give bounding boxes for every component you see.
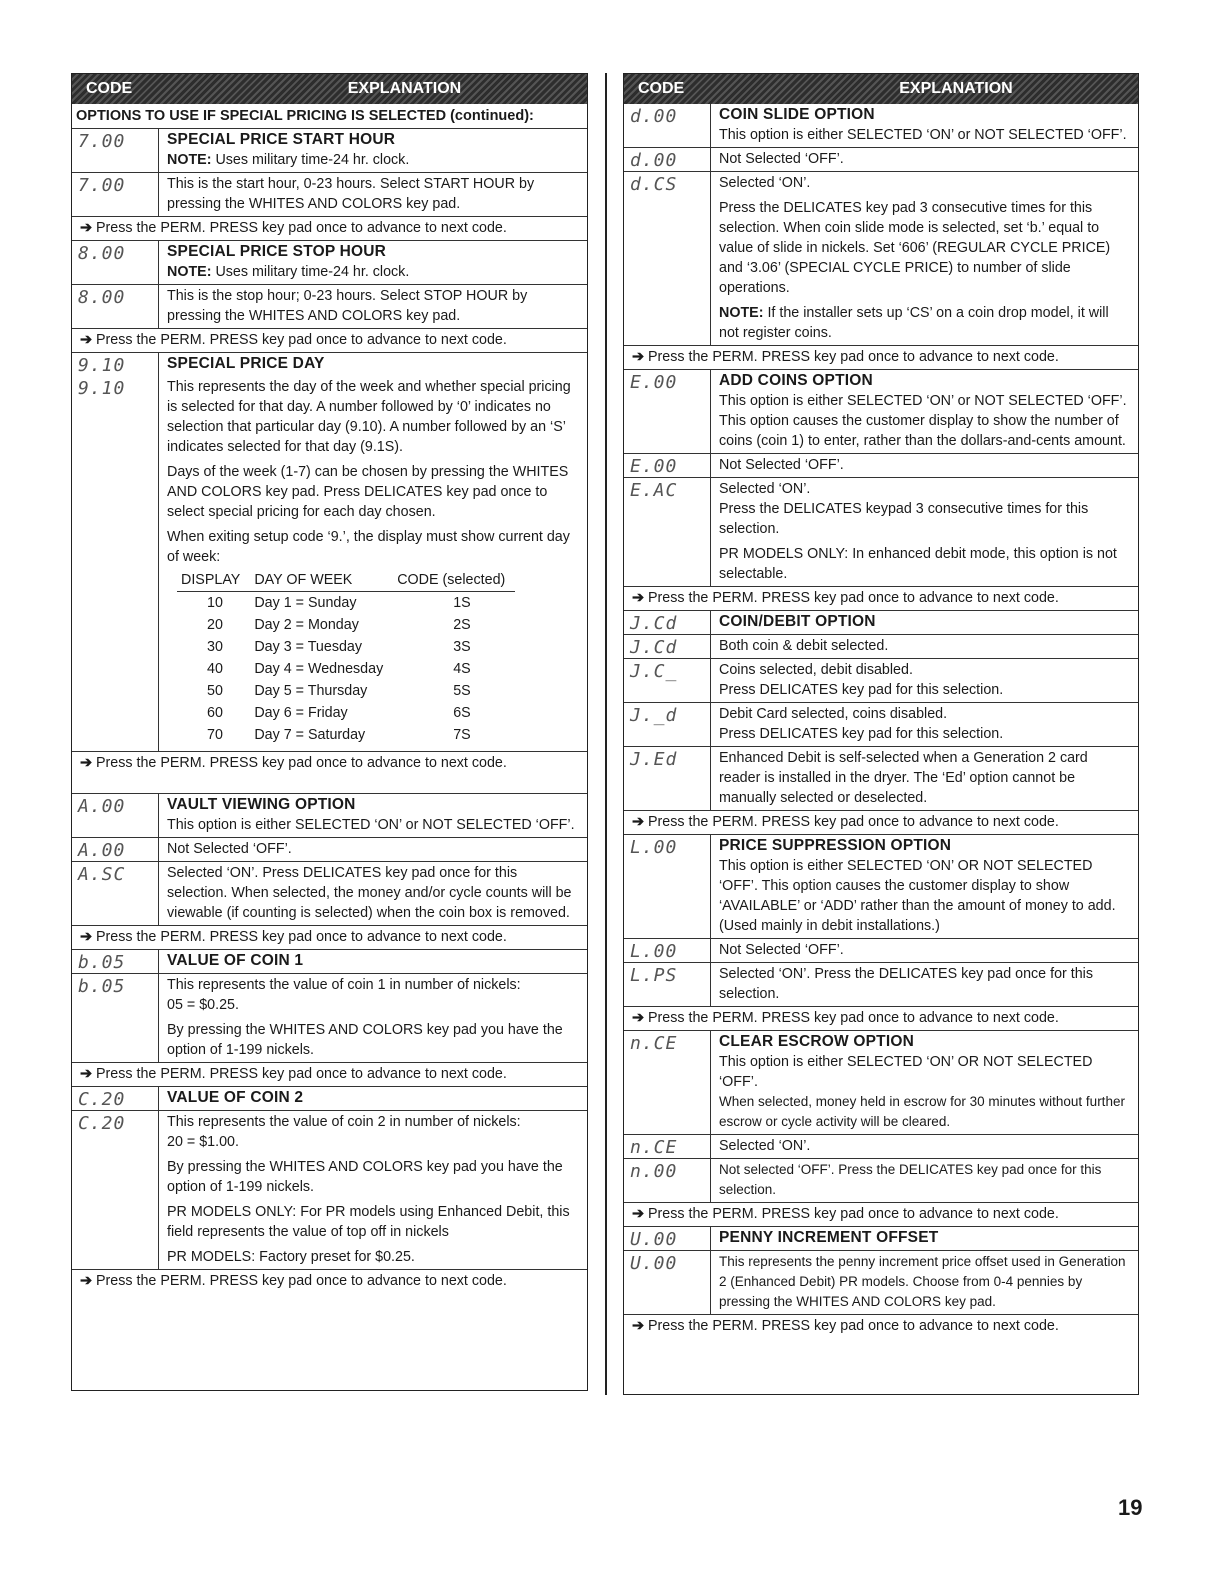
table-row [177,724,515,746]
code: 7.00 [78,175,126,196]
code: E.00 [630,372,678,393]
penny-title-row [624,1226,1138,1250]
code: E.AC [630,480,678,501]
table-row [177,702,515,724]
arrow-right-icon: ➔ [80,220,92,236]
stop-hour-title-row [72,240,587,284]
description: Not Selected ‘OFF’. [167,841,292,857]
press-text: Press the PERM. PRESS key pad once to advance to next code. [647,1318,1059,1334]
press-text: Press the PERM. PRESS key pad once to advance to next code. [647,590,1059,606]
press-text: Press the PERM. PRESS key pad once to advance to next code. [95,332,507,348]
code: J.Ed [630,749,678,770]
press-text: Press the PERM. PRESS key pad once to advance to next code. [647,814,1059,830]
price-supp-on-row [624,962,1138,1006]
code: d.00 [630,150,678,171]
description: Selected ‘ON’. [719,1138,811,1154]
coin-debit-coins-row [624,658,1138,702]
coin1-detail-row [72,973,587,1062]
press-instruction [624,345,1138,369]
description: Press the DELICATES keypad 3 consecutive times for this selection. [719,501,1089,537]
note-text: Uses military time-24 hr. clock. [211,264,410,280]
option-title: COIN SLIDE OPTION [719,106,875,123]
press-text: Press the PERM. PRESS key pad once to advance to next code. [95,755,507,771]
price-day-detail-row [72,376,587,751]
code: n.CE [630,1033,678,1054]
arrow-right-icon: ➔ [632,1206,644,1222]
description: Enhanced Debit is self-selected when a Generation 2 card reader is installed in the dryer. The ‘Ed’ option cannot be manually selected or deselected. [719,750,1088,806]
coin-slide-off-row [624,147,1138,171]
note-label: NOTE: [167,264,212,280]
note-text: If the installer sets up ‘CS’ on a coin drop model, it will not register coins. [719,305,1109,341]
description: Both coin & debit selected. [719,638,889,654]
description: This option is either SELECTED ‘ON’ OR NOT SELECTED ‘OFF’. [719,1054,1093,1090]
code: L.00 [630,941,678,962]
press-instruction [72,925,587,949]
press-instruction [624,810,1138,834]
code: d.00 [630,106,678,127]
description: 05 = $0.25. [167,997,239,1013]
code: 7.00 [78,131,126,152]
description: PR MODELS: Factory preset for $0.25. [167,1249,415,1265]
description: This represents the value of coin 2 in number of nickels: [167,1114,521,1130]
press-instruction [72,216,587,240]
add-coins-title-row [624,369,1138,453]
coin2-detail-row [72,1110,587,1269]
description: Not Selected ‘OFF’. [719,942,844,958]
description: Press DELICATES key pad for this selection. [719,682,1004,698]
page-number: 19 [1118,1495,1143,1520]
option-title: PENNY INCREMENT OFFSET [719,1229,939,1246]
coin-slide-on-row [624,171,1138,345]
press-text: Press the PERM. PRESS key pad once to advance to next code. [647,1010,1059,1026]
coin-debit-both-row [624,634,1138,658]
description: PR MODELS ONLY: In enhanced debit mode, this option is not selectable. [719,546,1117,582]
option-title: COIN/DEBIT OPTION [719,613,876,630]
description: By pressing the WHITES AND COLORS key pad you have the option of 1-199 nickels. [167,1159,563,1195]
note [719,303,1132,343]
code: J.C_ [630,661,678,682]
price-day-title-row [72,352,587,376]
description: Selected ‘ON’. [719,481,811,497]
description: Press DELICATES key pad for this selection. [719,726,1004,742]
add-coins-off-row [624,453,1138,477]
description: Coins selected, debit disabled. [719,662,913,678]
explanation-header: EXPLANATION [347,80,462,97]
day-cell: Day 5 = Thursday [254,683,368,699]
code: d.CS [630,174,678,195]
press-text: Press the PERM. PRESS key pad once to advance to next code. [647,1206,1059,1222]
table-row [177,636,515,658]
start-hour-detail-row [72,172,587,216]
description: When selected, money held in escrow for 30 minutes without further escrow or cycle activity will be cleared. [719,1094,1125,1129]
press-instruction [624,1202,1138,1226]
code: A.SC [78,864,126,885]
display-cell: 20 [207,617,223,633]
table-header [72,74,587,104]
day-cell: Day 7 = Saturday [254,727,366,743]
press-instruction [624,586,1138,610]
code: 8.00 [78,287,126,308]
code: n.00 [630,1161,678,1182]
description: Not selected ‘OFF’. Press the DELICATES key pad once for this selection. [719,1162,1102,1197]
column-header: DAY OF WEEK [250,570,393,592]
arrow-right-icon: ➔ [632,590,644,606]
table-header [624,74,1138,104]
description: This is the stop hour; 0-23 hours. Select STOP HOUR by pressing the WHITES AND COLORS key pad. [167,288,528,324]
code-header: CODE [638,80,685,97]
coin-debit-enhanced-row [624,746,1138,810]
code-cell: 5S [453,683,471,699]
code: E.00 [630,456,678,477]
description: Selected ‘ON’. Press the DELICATES key pad once for this selection. [719,966,1094,1002]
vault-off-row [72,837,587,861]
day-cell: Day 1 = Sunday [254,595,357,611]
code: U.00 [630,1229,678,1250]
price-supp-title-row [624,834,1138,938]
option-title: VALUE OF COIN 1 [167,952,304,969]
code: J.Cd [630,637,678,658]
code: C.20 [78,1113,126,1134]
escrow-off-row [624,1158,1138,1202]
code-cell: 1S [453,595,471,611]
option-title: SPECIAL PRICE STOP HOUR [167,243,387,260]
description: This option is either SELECTED ‘ON’ or NOT SELECTED ‘OFF’. [167,817,575,833]
press-instruction [72,751,587,775]
arrow-right-icon: ➔ [80,755,92,771]
press-instruction [624,1006,1138,1030]
code: L.00 [630,837,678,858]
arrow-right-icon: ➔ [632,814,644,830]
option-title: SPECIAL PRICE START HOUR [167,131,396,148]
press-text: Press the PERM. PRESS key pad once to advance to next code. [95,1066,507,1082]
code: 9.10 [78,355,126,376]
column-header: DISPLAY [177,570,250,592]
press-instruction [624,1314,1138,1338]
description: Days of the week (1-7) can be chosen by pressing the WHITES AND COLORS key pad. Press DELICATES key pad once to select special pricing for each day chosen. [167,464,569,520]
option-title: SPECIAL PRICE DAY [167,355,325,372]
table-row [177,592,515,615]
description: Not Selected ‘OFF’. [719,457,844,473]
add-coins-on-row [624,477,1138,586]
option-title: ADD COINS OPTION [719,372,873,389]
code-cell: 2S [453,617,471,633]
option-title: VALUE OF COIN 2 [167,1089,304,1106]
code-cell: 7S [453,727,471,743]
coin2-title-row [72,1086,587,1110]
press-instruction [72,1062,587,1086]
vault-on-row [72,861,587,925]
code: n.CE [630,1137,678,1158]
description: This represents the value of coin 1 in number of nickels: [167,977,521,993]
day-cell: Day 4 = Wednesday [254,661,384,677]
code-cell: 4S [453,661,471,677]
display-cell: 70 [207,727,223,743]
code-cell: 3S [453,639,471,655]
coin-debit-title-row [624,610,1138,634]
description: This option is either SELECTED ‘ON’ OR NOT SELECTED ‘OFF’. This option causes the customer display to show ‘AVAILABLE’ or ‘ADD’ rather than the amount of money to add. (Used mainly in debit installations.) [719,858,1116,934]
display-cell: 10 [207,595,223,611]
code: L.PS [630,965,678,986]
description: Selected ‘ON’. [719,175,811,191]
press-text: Press the PERM. PRESS key pad once to advance to next code. [95,1273,507,1289]
arrow-right-icon: ➔ [80,1066,92,1082]
code: A.00 [78,840,126,861]
escrow-title-row [624,1030,1138,1134]
coin-debit-debit-row [624,702,1138,746]
arrow-right-icon: ➔ [632,1010,644,1026]
right-code-table [623,73,1139,1395]
option-title: PRICE SUPPRESSION OPTION [719,837,952,854]
explanation-header: EXPLANATION [899,80,1013,97]
description: This is the start hour, 0-23 hours. Select START HOUR by pressing the WHITES AND COLORS key pad. [167,176,535,212]
code-cell: 6S [453,705,471,721]
press-instruction [72,328,587,352]
display-cell: 60 [207,705,223,721]
description: This represents the penny increment price offset used in Generation 2 (Enhanced Debit) PR models. Choose from 0-4 pennies by pressing the WHITES AND COLORS key pad. [719,1254,1126,1309]
display-cell: 50 [207,683,223,699]
code: b.05 [78,976,126,997]
day-cell: Day 2 = Monday [254,617,359,633]
table-row [177,614,515,636]
note-label: NOTE: [167,152,212,168]
code-header: CODE [86,80,133,97]
press-text: Press the PERM. PRESS key pad once to advance to next code. [647,349,1059,365]
description: By pressing the WHITES AND COLORS key pad you have the option of 1-199 nickels. [167,1022,563,1058]
escrow-on-row [624,1134,1138,1158]
section-title: OPTIONS TO USE IF SPECIAL PRICING IS SELECTED (continued): [76,108,534,124]
coin1-title-row [72,949,587,973]
press-instruction [72,1269,587,1293]
description: Press the DELICATES key pad 3 consecutive times for this selection. When coin slide mode is selected, set ‘b.’ equal to value of slide in nickels. Set ‘606’ (REGULAR CYCLE PRICE) and ‘3.06’ (SPECIAL CYCLE PRICE) to number of slide operations. [719,200,1111,296]
code: b.05 [78,952,126,973]
description: When exiting setup code ‘9.’, the display must show current day of week: [167,529,570,565]
day-cell: Day 3 = Tuesday [254,639,363,655]
start-hour-title-row [72,128,587,172]
description: This represents the day of the week and whether special pricing is selected for that day. A number followed by ‘0’ indicates no selection that particular day (9.10). A number followed by an ‘S’ indicates selected for that day (9.1S). [167,379,571,455]
description: Selected ‘ON’. Press DELICATES key pad once for this selection. When selected, the money and/or cycle counts will be viewable (if counting is selected) when the coin box is removed. [167,865,572,921]
table-row [177,680,515,702]
press-text: Press the PERM. PRESS key pad once to advance to next code. [95,220,507,236]
option-title: VAULT VIEWING OPTION [167,796,356,813]
note-text: Uses military time-24 hr. clock. [211,152,410,168]
code: A.00 [78,796,126,817]
day-of-week-table [177,570,515,746]
stop-hour-detail-row [72,284,587,328]
arrow-right-icon: ➔ [80,1273,92,1289]
coin-slide-title-row [624,104,1138,147]
description: PR MODELS ONLY: For PR models using Enhanced Debit, this field represents the value of top off in nickels [167,1204,570,1240]
description: This option is either SELECTED ‘ON’ or NOT SELECTED ‘OFF’. This option causes the customer display to show the number of coins (coin 1) to enter, rather than the dollars-and-cents amount. [719,393,1127,449]
arrow-right-icon: ➔ [80,929,92,945]
code: U.00 [630,1253,678,1274]
description: This option is either SELECTED ‘ON’ or NOT SELECTED ‘OFF’. [719,127,1127,143]
column-divider [605,73,607,1395]
code: C.20 [78,1089,126,1110]
day-cell: Day 6 = Friday [254,705,348,721]
arrow-right-icon: ➔ [632,1318,644,1334]
penny-detail-row [624,1250,1138,1314]
display-cell: 40 [207,661,223,677]
code: 9.10 [78,378,126,399]
description: 20 = $1.00. [167,1134,239,1150]
description: Debit Card selected, coins disabled. [719,706,948,722]
press-text: Press the PERM. PRESS key pad once to advance to next code. [95,929,507,945]
code: J.Cd [630,613,678,634]
column-header: CODE (selected) [393,570,515,592]
table-row [177,658,515,680]
table-header-row [177,570,515,592]
left-code-table [71,73,588,1391]
description: Not Selected ‘OFF’. [719,151,844,167]
note-label: NOTE: [719,305,764,321]
display-cell: 30 [207,639,223,655]
arrow-right-icon: ➔ [80,332,92,348]
code: J._d [630,705,678,726]
vault-title-row [72,793,587,837]
code: 8.00 [78,243,126,264]
arrow-right-icon: ➔ [632,349,644,365]
price-supp-off-row [624,938,1138,962]
option-title: CLEAR ESCROW OPTION [719,1033,914,1050]
